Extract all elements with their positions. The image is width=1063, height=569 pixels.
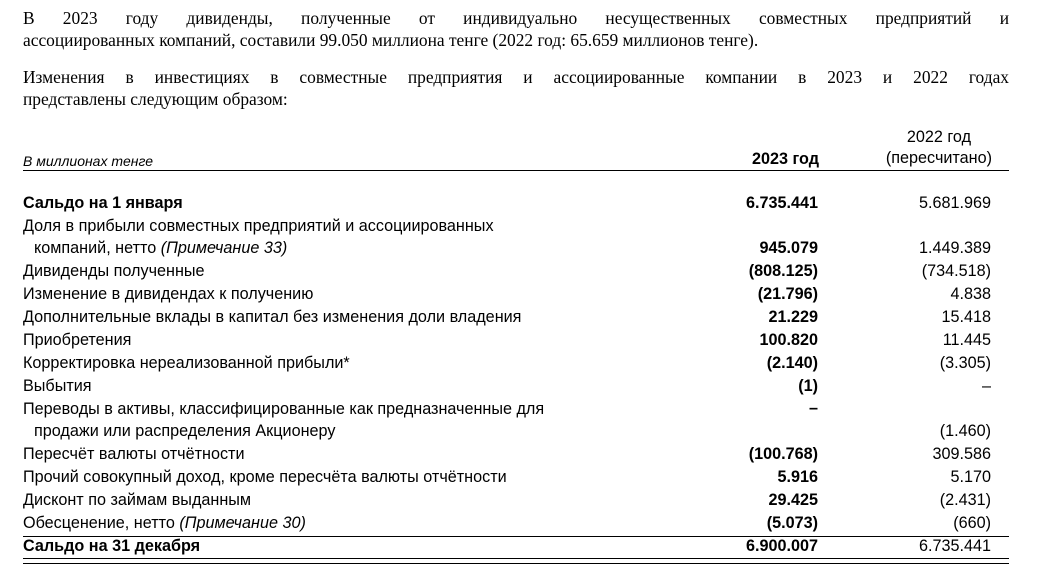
paragraph-line: ассоциированных компаний, составили 99.050 миллиона тенге (2022 год: 65.659 миллионов тенге). (23, 30, 759, 50)
row-label-text: Обесценение, нетто (23, 514, 180, 532)
value-2023: – (808, 399, 818, 417)
row-label: Дополнительные вклады в капитал без изменения доли владения (23, 308, 522, 326)
paragraph-line: В 2023 году дивиденды, полученные от индивидуально несущественных совместных предприятий и (23, 8, 1009, 28)
row-label: Дивиденды полученные (23, 262, 205, 280)
value-2023: 945.079 (759, 239, 818, 257)
table-row (23, 283, 1009, 306)
value-2022: 4.838 (950, 285, 991, 303)
row-label-line2 (23, 237, 663, 259)
paragraph-line: представлены следующим образом: (23, 89, 288, 109)
value-2023: (21.796) (757, 285, 818, 303)
table-row (23, 215, 1009, 260)
value-2022: 6.735.441 (918, 537, 991, 555)
table-row (23, 466, 1009, 489)
value-2022: 11.445 (942, 331, 991, 349)
column-header-2023: 2023 год (752, 150, 819, 168)
row-label: Пересчёт валюты отчётности (23, 445, 245, 463)
table-row (23, 260, 1009, 283)
column-header-2022 (886, 127, 992, 169)
row-label: Приобретения (23, 331, 132, 349)
note-reference: (Примечание 30) (179, 514, 306, 532)
table-row (23, 375, 1009, 398)
changes-paragraph (23, 66, 1009, 110)
row-label: Корректировка нереализованной прибыли* (23, 354, 350, 372)
row-label: Прочий совокупный доход, кроме пересчёта валюты отчётности (23, 468, 507, 486)
table-row-total (23, 535, 1009, 558)
column-header-2022-note: (пересчитано) (885, 149, 992, 167)
row-label-line2: продажи или распределения Акционеру (34, 422, 336, 440)
value-2023: 29.425 (768, 491, 818, 509)
row-label (23, 398, 663, 442)
table-row (23, 512, 1009, 535)
row-label: Сальдо на 1 января (23, 194, 183, 212)
value-2022: (660) (953, 514, 991, 532)
value-2022: (1.460) (939, 422, 991, 440)
double-underline (23, 558, 1009, 564)
value-2023: 100.820 (759, 331, 818, 349)
value-2022: 5.170 (950, 468, 991, 486)
row-label (23, 512, 663, 534)
table-row (23, 352, 1009, 375)
value-2023: (2.140) (766, 354, 818, 372)
row-label-line1: Переводы в активы, классифицированные как предназначенные для (23, 400, 545, 418)
value-2023: 5.916 (777, 468, 818, 486)
value-2022: (3.305) (939, 354, 991, 372)
dividends-paragraph (23, 7, 1009, 51)
value-2023: (100.768) (748, 445, 818, 463)
row-label-line1: Доля в прибыли совместных предприятий и ассоциированных (23, 217, 494, 235)
value-2022: 5.681.969 (918, 194, 991, 212)
paragraph-line: Изменения в инвестициях в совместные предприятия и ассоциированные компании в 2023 и 2022 годах (23, 67, 1009, 87)
column-header-2022-year: 2022 год (906, 128, 972, 146)
row-label: Выбытия (23, 377, 92, 395)
table-row (23, 306, 1009, 329)
value-2023: 6.900.007 (745, 537, 818, 555)
row-label-text: компаний, нетто (34, 239, 161, 257)
table-row (23, 443, 1009, 466)
value-2022: 1.449.389 (918, 239, 991, 257)
units-label: В миллионах тенге (23, 153, 154, 169)
value-2022: – (981, 377, 991, 395)
row-label: Изменение в дивидендах к получению (23, 285, 314, 303)
value-2022: (734.518) (921, 262, 991, 280)
value-2022: 309.586 (932, 445, 991, 463)
table-row (23, 192, 1009, 215)
value-2022: (2.431) (939, 491, 991, 509)
note-reference: (Примечание 33) (160, 239, 288, 257)
table-row (23, 489, 1009, 512)
value-2023: 6.735.441 (745, 194, 818, 212)
investments-table (23, 124, 1009, 555)
row-label (23, 215, 663, 259)
value-2023: (1) (798, 377, 818, 395)
value-2023: (808.125) (748, 262, 818, 280)
table-row (23, 398, 1009, 443)
value-2023: 21.229 (768, 308, 818, 326)
value-2022: 15.418 (941, 308, 991, 326)
row-label: Сальдо на 31 декабря (23, 537, 201, 555)
row-label: Дисконт по займам выданным (23, 491, 252, 509)
table-header (23, 124, 1009, 171)
value-2023: (5.073) (766, 514, 818, 532)
table-row (23, 329, 1009, 352)
